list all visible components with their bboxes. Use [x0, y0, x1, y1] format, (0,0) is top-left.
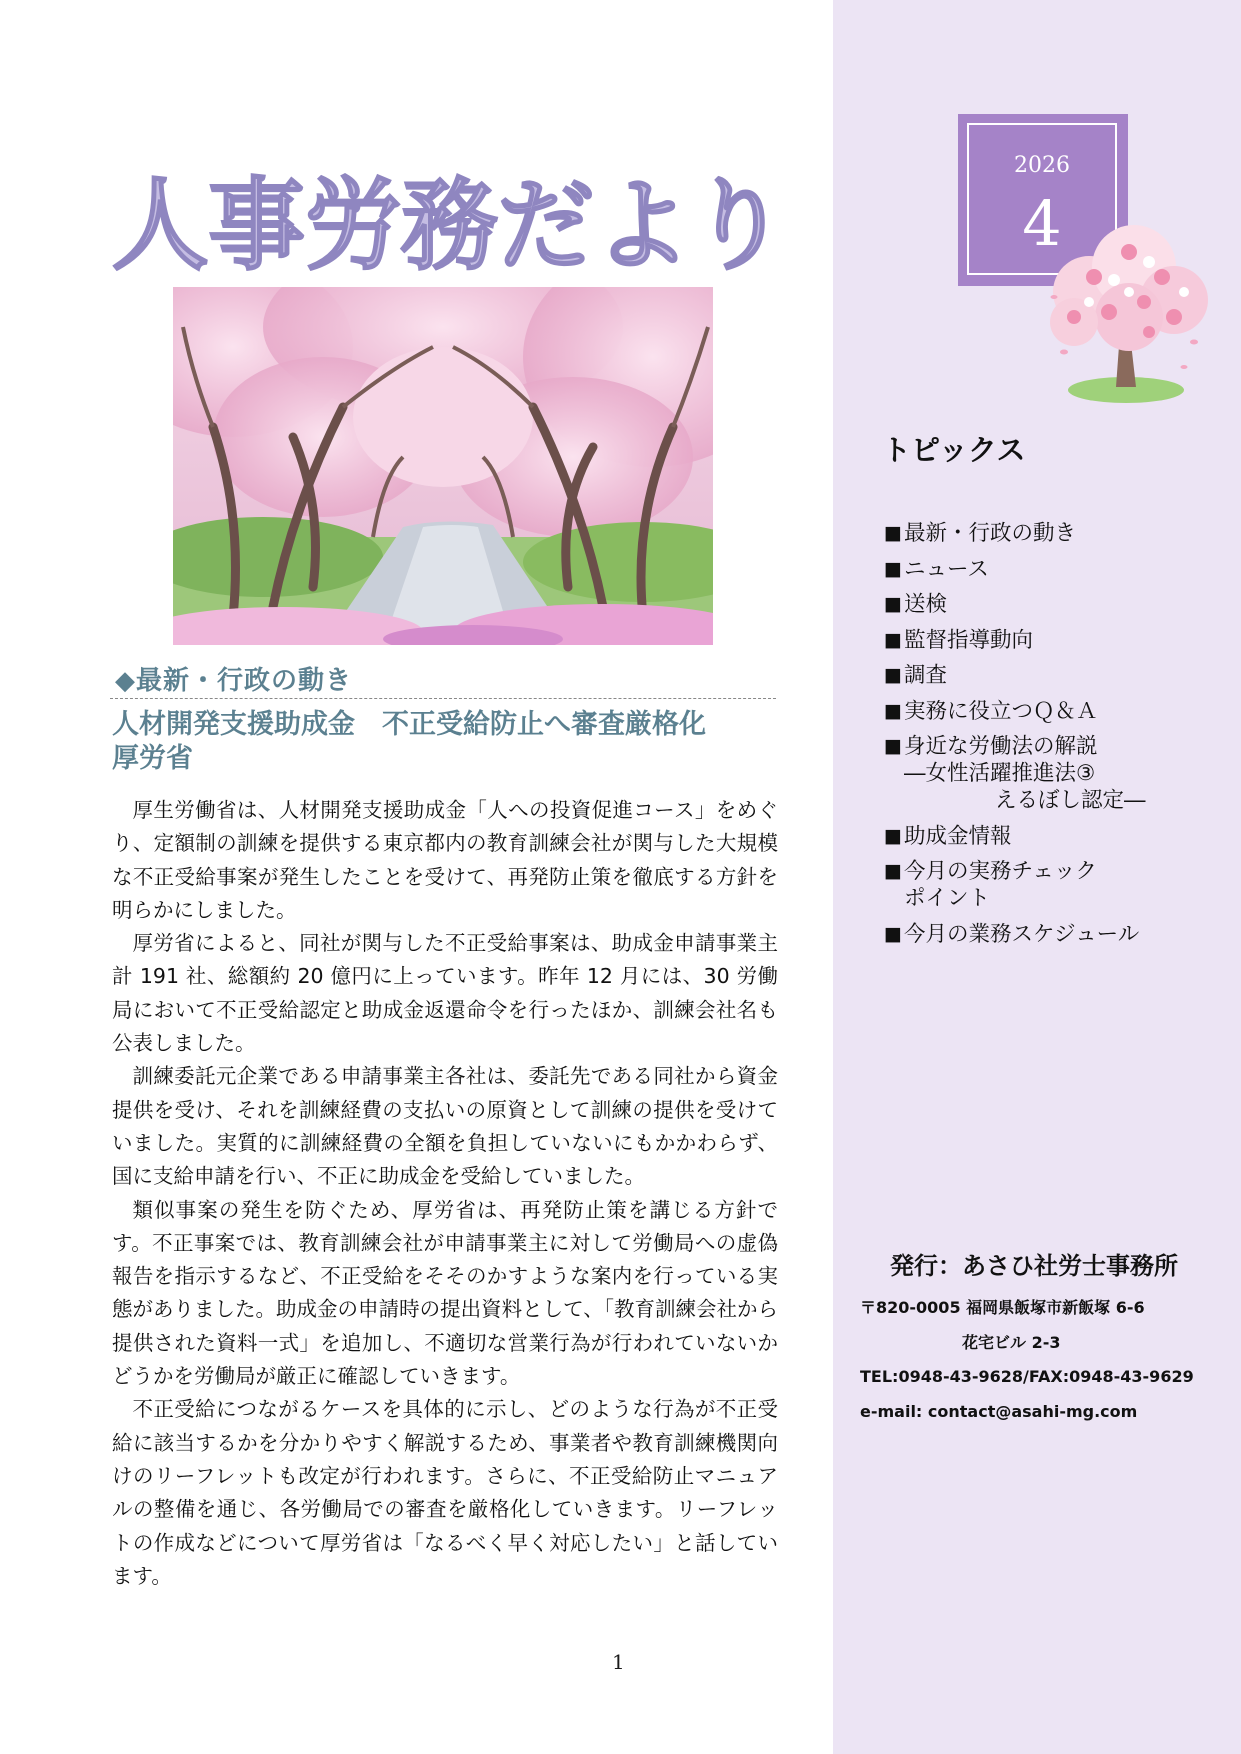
article-paragraph: 厚生労働省は、人材開発支援助成金「人への投資促進コース」をめぐり、定額制の訓練を提供する東京都内の教育訓練会社が関与した大規模な不正受給事案が発生したことを受けて、再発防止策を徹底する方針を明らかにしました。 — [112, 798, 778, 922]
topic-item — [884, 823, 1214, 850]
publisher-email: e-mail: contact@asahi-mg.com — [860, 1401, 1138, 1421]
topic-text: えるぼし認定― — [995, 788, 1146, 813]
square-bullet-icon: ■ — [884, 922, 902, 945]
issue-month: 4 — [1022, 187, 1062, 260]
topic-item — [884, 698, 1214, 725]
topic-item — [884, 733, 1214, 814]
article-body — [112, 794, 778, 1593]
topic-item — [884, 921, 1214, 948]
square-bullet-icon: ■ — [884, 522, 902, 544]
square-bullet-icon: ■ — [884, 664, 902, 686]
topic-text: 実務に役立つＱ＆Ａ — [904, 698, 1098, 724]
topics-title: トピックス — [882, 433, 1026, 467]
publisher-phone-fax: TEL:0948-43-9628/FAX:0948-43-9629 — [860, 1367, 1194, 1386]
issue-year: 2026 — [1014, 153, 1070, 178]
article-paragraph: 訓練委託元企業である申請事業主各社は、委託先である同社から資金提供を受け、それを訓練経費の支払いの原資として訓練の提供を受けていました。実質的に訓練経費の全額を負担していないにもかかわらず、国に支給申請を行い、不正に助成金を受給していました。 — [112, 1064, 778, 1189]
square-bullet-icon: ■ — [884, 824, 902, 847]
masthead-title-text: 人事労務だより — [112, 167, 787, 280]
topic-text: 送検 — [904, 592, 948, 617]
publisher-info — [860, 1246, 1240, 1429]
topic-text: 最新・行政の動き — [904, 521, 1077, 546]
cherry-blossom-photo — [173, 287, 713, 645]
topic-text: 今月の実務チェック — [904, 859, 1097, 884]
topic-item — [884, 627, 1214, 654]
square-bullet-icon: ■ — [884, 860, 902, 882]
topic-text: ポイント — [904, 886, 991, 911]
topic-item — [884, 556, 1214, 583]
topic-item — [884, 662, 1214, 689]
square-bullet-icon: ■ — [884, 593, 902, 615]
topic-text: 身近な労働法の解説 — [904, 734, 1098, 759]
topic-text: ―女性活躍推進法③ — [904, 761, 1096, 786]
topic-text: 調査 — [904, 663, 948, 688]
topic-item — [884, 858, 1214, 912]
publisher-address: 〒820-0005 福岡県飯塚市新飯塚 6-6 — [860, 1298, 1145, 1317]
section-divider — [110, 698, 776, 699]
headline-line: 厚労省 — [112, 743, 193, 774]
square-bullet-icon: ■ — [884, 735, 902, 757]
article-paragraph: 厚労省によると、同社が関与した不正受給事案は、助成金申請事業主計 191 社、総額約 20 億円に上っています。昨年 12 月には、30 労働局において不正受給認定と助成金返還命令を行ったほか、訓練会社名も公表しました。 — [112, 931, 778, 1056]
masthead-title — [112, 160, 802, 280]
topic-text: 助成金情報 — [904, 823, 1012, 849]
square-bullet-icon: ■ — [884, 557, 902, 580]
square-bullet-icon: ■ — [884, 628, 902, 651]
article-paragraph: 不正受給につながるケースを具体的に示し、どのような行為が不正受給に該当するかを分かりやすく解説するため、事業者や教育訓練機関向けのリーフレットも改定が行われます。さらに、不正受給防止マニュアルの整備を通じ、各労働局での審査を厳格化していきます。リーフレットの作成などについて厚労省は「なるべく早く対応したい」と話しています。 — [112, 1397, 778, 1588]
topic-text: 今月の業務スケジュール — [904, 921, 1140, 947]
topic-text: 監督指導動向 — [904, 627, 1034, 653]
publisher-building: 花宅ビル 2-3 — [962, 1332, 1061, 1352]
topic-item — [884, 520, 1214, 547]
topics-list — [884, 520, 1214, 956]
topic-item — [884, 591, 1214, 618]
publisher-name: 発行：あさひ社労士事務所 — [890, 1252, 1178, 1280]
topic-text: ニュース — [904, 556, 989, 582]
article-headline — [112, 708, 792, 776]
section-label: ◆最新・行政の動き — [115, 666, 352, 696]
headline-line: 人材開発支援助成金 不正受給防止へ審査厳格化 — [112, 709, 706, 740]
square-bullet-icon: ■ — [884, 699, 902, 722]
cherry-tree-illustration-icon — [1034, 222, 1214, 407]
article-paragraph: 類似事案の発生を防ぐため、厚労省は、再発防止策を講じる方針です。不正事案では、教育訓練会社が申請事業主に対して労働局への虚偽報告を指示するなど、不正受給をそそのかすような案内を行っている実態がありました。助成金の申請時の提出資料として、「教育訓練会社から提供された資料一式」を追加し、不適切な営業行為が行われていないかどうかを労働局が厳正に確認していきます。 — [112, 1197, 778, 1389]
page-number: 1 — [612, 1650, 625, 1674]
